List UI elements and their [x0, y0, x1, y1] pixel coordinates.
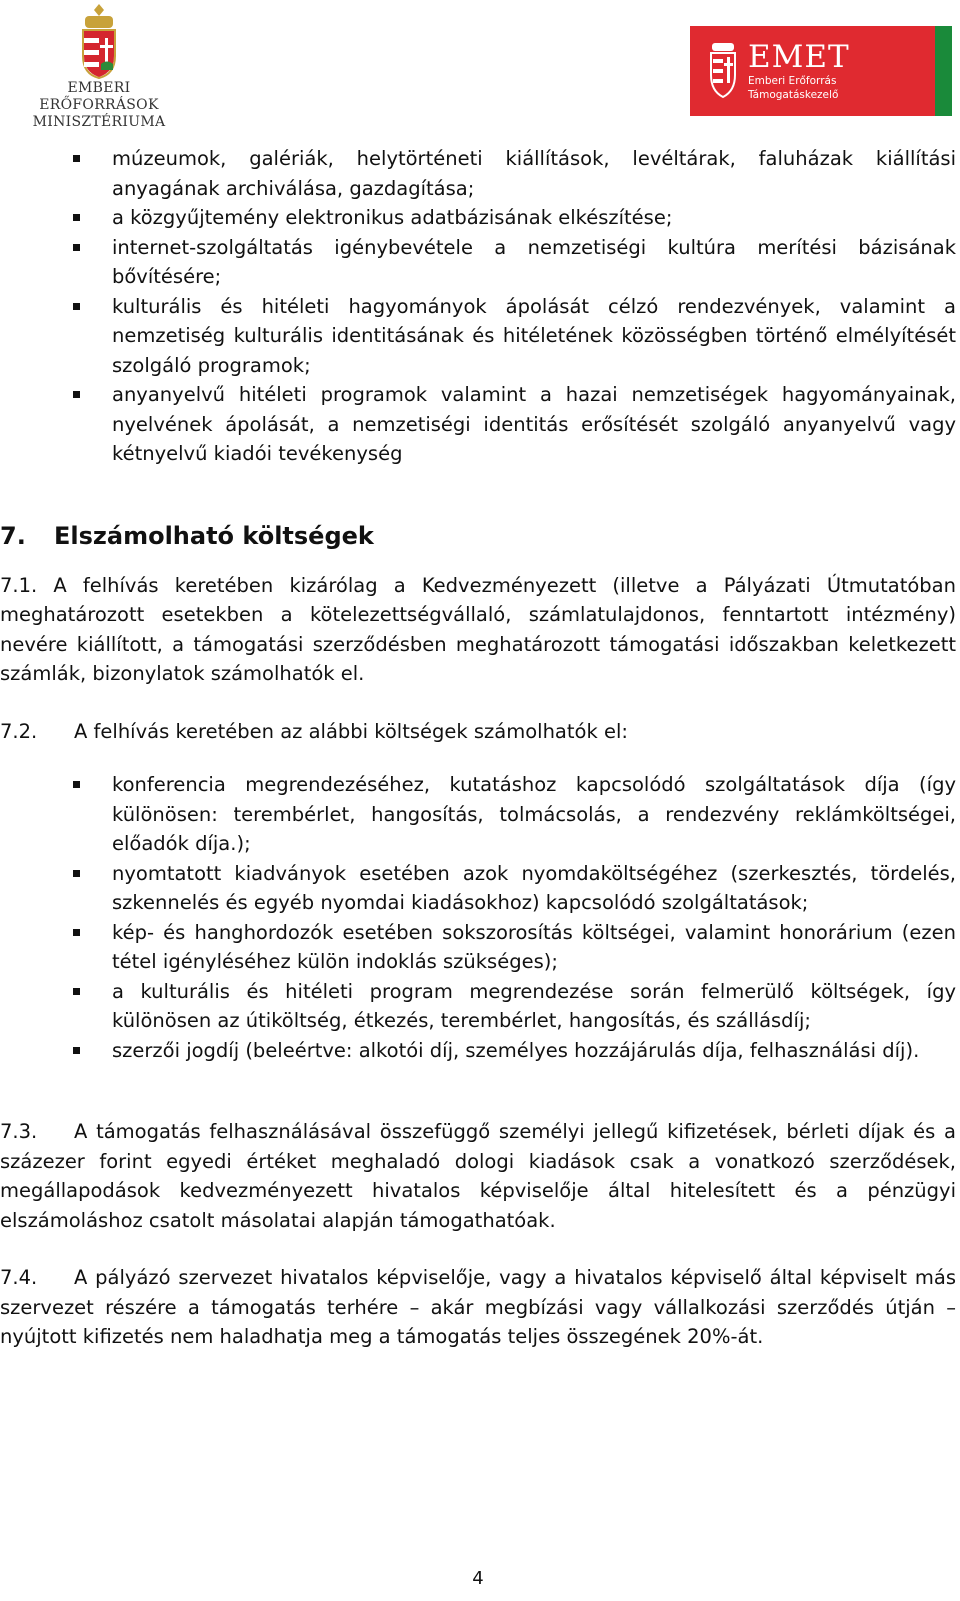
bullet-square-icon [73, 988, 80, 995]
list-item: kulturális és hitéleti hagyományok ápolását célzó rendezvények, valamint a nemzetiség kulturális identitásának és hitéletének közösségben történő elmélyítését szolgáló programok; [0, 292, 956, 381]
activity-list [0, 144, 956, 469]
list-item: a közgyűjtemény elektronikus adatbázisának elkészítése; [0, 203, 956, 233]
paragraph-number: 7.2. [0, 719, 38, 743]
eligible-costs-list [0, 770, 956, 1065]
bullet-square-icon [73, 1047, 80, 1054]
emet-green-stripe [935, 26, 952, 116]
list-item: a kulturális és hitéleti program megrendezése során felmerülő költségek, így különösen az útiköltség, étkezés, terembérlet, hangosítás, és szállásdíj; [0, 977, 956, 1036]
paragraph-7-2: 7.2. A felhívás keretében az alábbi költségek számolhatók el: [0, 717, 956, 747]
bullet-square-icon [73, 929, 80, 936]
page-number: 4 [472, 1568, 484, 1589]
document-body [0, 144, 956, 1352]
section-title: Elszámolható költségek [54, 521, 374, 550]
paragraph-7-3: 7.3. A támogatás felhasználásával összefüggő személyi jellegű kifizetések, bérleti díjak és a százezer forint egyedi értéket meghaladó dologi kiadások csak a vonatkozó szerződések, megállapodások kedvezményezett hivatalos képviselője által hitelesített és a pénzügyi elszámoláshoz csatolt másolatai alapján támogathatóak. [0, 1117, 956, 1235]
section-number: 7. [0, 521, 26, 550]
paragraph-number: 7.3. [0, 1120, 38, 1143]
list-item: konferencia megrendezéséhez, kutatáshoz kapcsolódó szolgáltatások díja (így különösen: terembérlet, hangosítás, tolmácsolás, a rendezvény reklámköltségei, előadók díja.); [0, 770, 956, 859]
paragraph-7-1: 7.1. A felhívás keretében kizárólag a Kedvezményezett (illetve a Pályázati Útmutatóban meghatározott esetekben a kötelezettségvállaló, számlatulajdonos, fenntartott intézmény) nevére kiállított, a támogatási szerződésben meghatározott támogatási időszakban keletkezett számlák, bizonylatok számolhatók el. [0, 573, 956, 685]
list-item: múzeumok, galériák, helytörténeti kiállítások, levéltárak, faluházak kiállítási anyagának archiválása, gazdagítása; [0, 144, 956, 203]
bullet-square-icon [73, 214, 80, 221]
paragraph-7-4: 7.4. A pályázó szervezet hivatalos képviselője, vagy a hivatalos képviselő által képviselt más szervezet részére a támogatás terhére – akár megbízási vagy vállalkozási szerződés útján – nyújtott kifizetés nem haladhatja meg a támogatás teljes összegének 20%-át. [0, 1263, 956, 1352]
page-header [0, 0, 960, 130]
list-item: szerzői jogdíj (beleértve: alkotói díj, személyes hozzájárulás díja, felhasználási díj). [0, 1036, 956, 1066]
bullet-square-icon [73, 303, 80, 310]
bullet-square-icon [73, 870, 80, 877]
bullet-square-icon [73, 391, 80, 398]
bullet-square-icon [73, 155, 80, 162]
list-item: kép- és hanghordozók esetében sokszorosítás költségei, valamint honorárium (ezen tétel igényléséhez külön indoklás szükséges); [0, 918, 956, 977]
ministry-logo [14, 2, 184, 130]
emet-brand-sub1: Emberi Erőforrás [748, 75, 837, 87]
section-heading [0, 520, 956, 552]
hungarian-coat-of-arms-icon [79, 2, 119, 80]
emet-brand-sub2: Támogatáskezelő [748, 89, 839, 101]
emet-crest-icon [708, 41, 738, 101]
ministry-name-line2: MINISZTÉRIUMA [32, 114, 166, 130]
bullet-square-icon [73, 781, 80, 788]
ministry-name-line1: EMBERI ERŐFORRÁSOK [39, 80, 159, 113]
list-item: nyomtatott kiadványok esetében azok nyomdaköltségéhez (szerkesztés, tördelés, szkennelés és egyéb nyomdai kiadásokhoz) kapcsolódó szolgáltatások; [0, 859, 956, 918]
list-item: anyanyelvű hitéleti programok valamint a hazai nemzetiségek hagyományainak, nyelvének ápolását, a nemzetiségi identitás erősítését szolgáló anyanyelvű vagy kétnyelvű kiadói tevékenység [0, 380, 956, 469]
emet-brand-name: EMET [748, 39, 850, 75]
list-item: internet-szolgáltatás igénybevétele a nemzetiségi kultúra merítési bázisának bővítésére; [0, 233, 956, 292]
bullet-square-icon [73, 244, 80, 251]
emet-logo [690, 26, 952, 116]
paragraph-number: 7.4. [0, 1266, 38, 1289]
